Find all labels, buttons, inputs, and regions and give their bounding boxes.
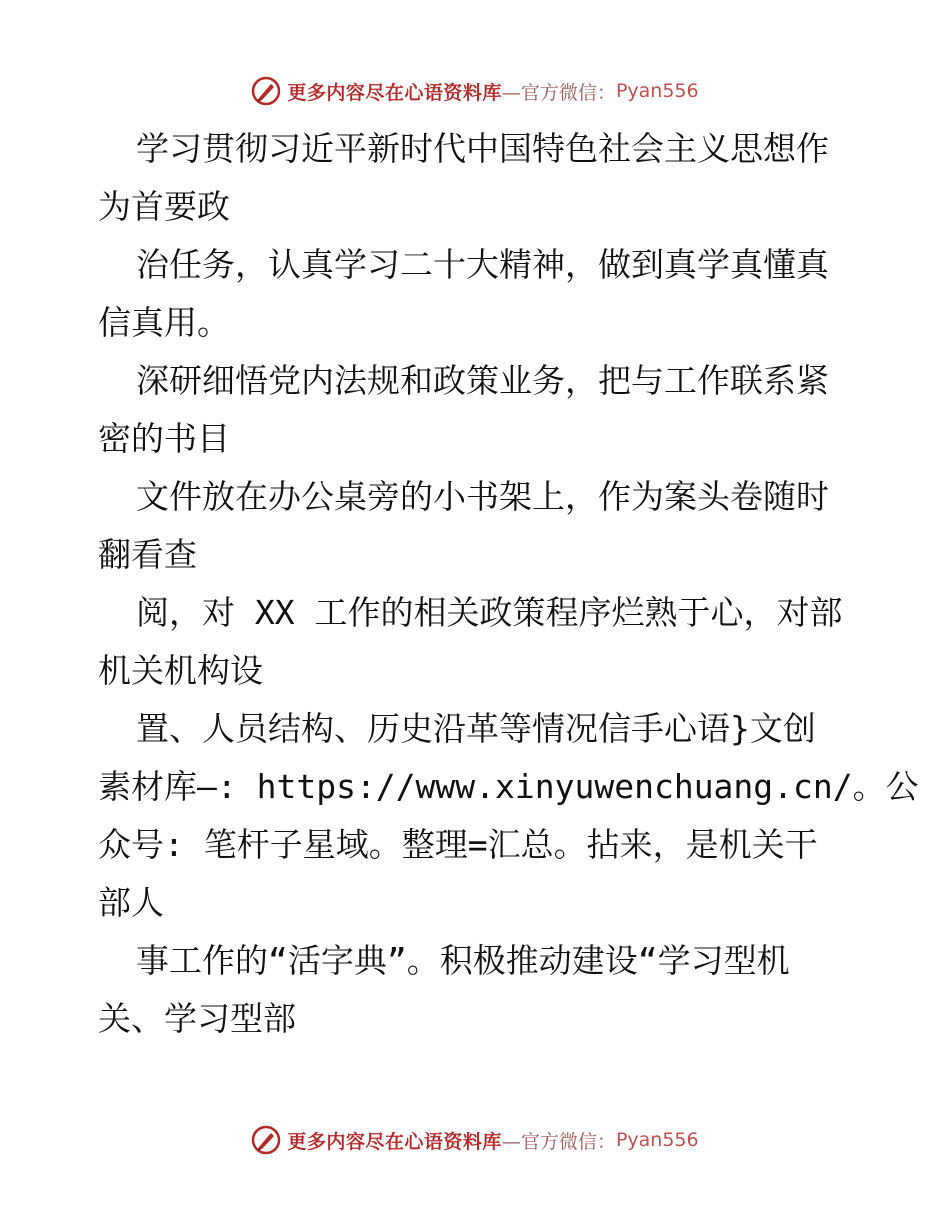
- document-line: 阅，对 XX 工作的相关政策程序烂熟于心，对部: [136, 593, 843, 632]
- document-line: 深研细悟党内法规和政策业务，把与工作联系紧: [136, 361, 829, 400]
- document-line: 治任务，认真学习二十大精神，做到真学真懂真: [136, 245, 829, 284]
- banner-main-text: 更多内容尽在心语资料库: [287, 1130, 502, 1153]
- banner-dash-text: —官方微信：: [501, 1130, 616, 1153]
- page-footer-banner: [0, 1123, 950, 1157]
- pen-logo-icon: [251, 1125, 281, 1155]
- banner-dash-text: —官方微信：: [501, 81, 616, 104]
- document-line: 文件放在办公桌旁的小书架上，作为案头卷随时: [136, 477, 829, 516]
- document-line: 置、人员结构、历史沿革等情况信手心语}文创: [136, 709, 816, 748]
- document-line: 机关机构设: [98, 651, 263, 690]
- document-line: 密的书目: [98, 419, 230, 458]
- document-line: 关、学习型部: [98, 999, 296, 1038]
- page-header-banner: [0, 74, 950, 108]
- document-line: 众号: 笔杆子星域。整理=汇总。拈来，是机关干: [98, 825, 818, 864]
- document-line: 翻看查: [98, 535, 197, 574]
- pen-logo-icon: [251, 76, 281, 106]
- document-line: 信真用。: [98, 303, 230, 342]
- document-line: 事工作的“活字典”。积极推动建设“学习型机: [136, 941, 790, 980]
- document-body: [98, 120, 919, 1048]
- banner-wechat-id: Pyan556: [615, 1129, 699, 1151]
- document-line: 学习贯彻习近平新时代中国特色社会主义思想作: [136, 129, 829, 168]
- document-line: 为首要政: [98, 187, 230, 226]
- banner-wechat-id: Pyan556: [615, 80, 699, 102]
- document-line: 素材库—: https://www.xinyuwenchuang.cn/。公: [98, 767, 919, 806]
- banner-main-text: 更多内容尽在心语资料库: [287, 81, 502, 104]
- document-line: 部人: [98, 883, 164, 922]
